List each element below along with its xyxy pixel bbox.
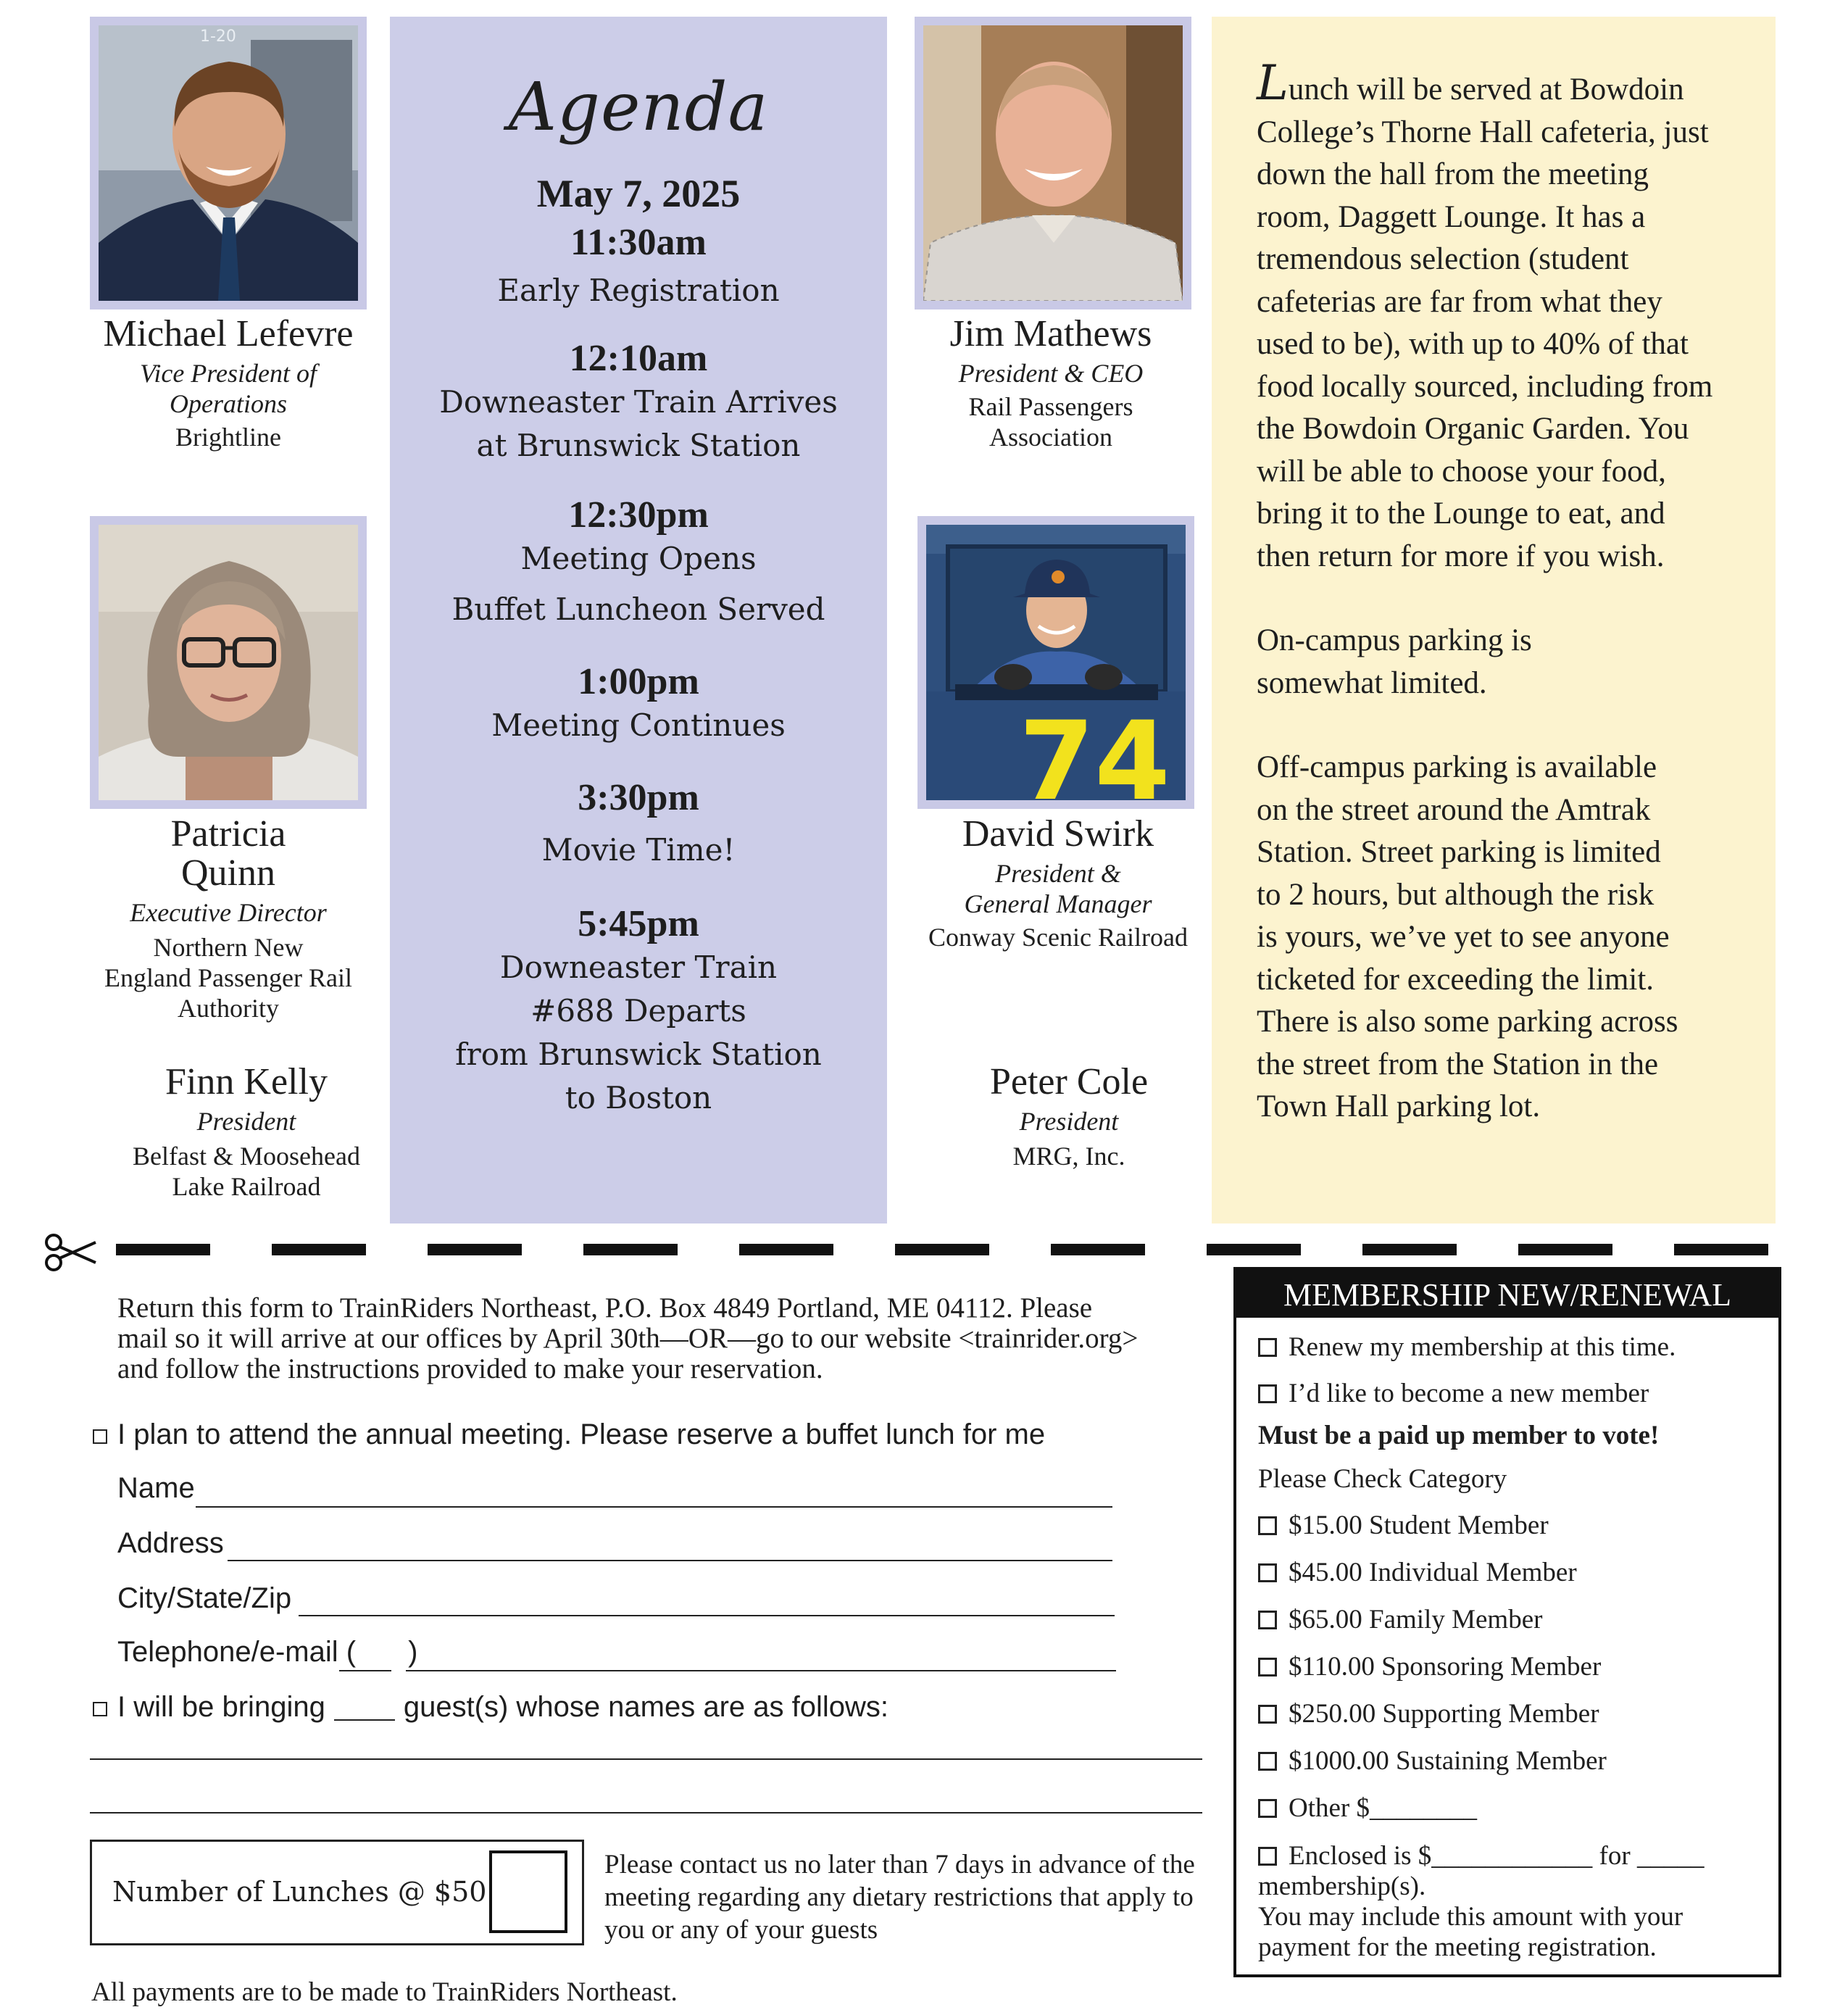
sponsoring-checkbox[interactable] bbox=[1258, 1658, 1277, 1677]
speaker-title: General Manager bbox=[964, 889, 1152, 918]
other-option[interactable] bbox=[1258, 1793, 1477, 1824]
guests-label-after: guest(s) whose names are as follows: bbox=[403, 1691, 889, 1723]
category-label: Please Check Category bbox=[1258, 1464, 1507, 1494]
area-code-line[interactable] bbox=[339, 1670, 391, 1671]
individual-option[interactable] bbox=[1258, 1558, 1577, 1588]
name-label: Name bbox=[117, 1472, 195, 1504]
speaker-org: Brightline bbox=[175, 423, 281, 452]
family-checkbox[interactable] bbox=[1258, 1611, 1277, 1629]
individual-checkbox[interactable] bbox=[1258, 1563, 1277, 1582]
speaker-title: Operations bbox=[170, 389, 287, 418]
speaker-name: Finn Kelly bbox=[165, 1061, 328, 1102]
lunch-line: tremendous selection (student bbox=[1257, 242, 1629, 276]
lunch-line: food locally sourced, including from bbox=[1257, 369, 1713, 404]
option-label: $250.00 Supporting Member bbox=[1289, 1699, 1599, 1729]
sponsoring-option[interactable] bbox=[1258, 1652, 1601, 1682]
address-field-line[interactable] bbox=[228, 1560, 1112, 1561]
drop-cap: L bbox=[1257, 55, 1289, 111]
form-instructions bbox=[117, 1293, 1204, 1384]
cut-dash bbox=[1362, 1244, 1457, 1255]
speaker-title: President bbox=[196, 1107, 296, 1136]
parking-line: somewhat limited. bbox=[1257, 665, 1487, 700]
agenda-desc: Movie Time! bbox=[541, 832, 736, 868]
city-label: City/State/Zip bbox=[117, 1582, 292, 1614]
guest-names-line-1[interactable] bbox=[90, 1758, 1202, 1760]
lunch-line: the Bowdoin Organic Garden. You bbox=[1257, 412, 1689, 446]
lunch-line: cafeterias are far from what they bbox=[1257, 284, 1662, 319]
agenda-desc: Meeting Opens bbox=[520, 541, 757, 576]
cut-dash bbox=[1207, 1244, 1301, 1255]
instruction-line: and follow the instructions provided to make your reservation. bbox=[117, 1353, 823, 1384]
lunch-line: then return for more if you wish. bbox=[1257, 539, 1665, 573]
lunches-label: Number of Lunches @ $50 bbox=[112, 1876, 487, 1908]
agenda-desc: at Brunswick Station bbox=[476, 428, 801, 463]
family-option[interactable] bbox=[1258, 1605, 1542, 1635]
phone-field-line[interactable] bbox=[406, 1670, 1116, 1671]
speaker-org: Northern New bbox=[153, 933, 304, 962]
speaker-title: Vice President of bbox=[140, 359, 317, 388]
lunch-line: bring it to the Lounge to eat, and bbox=[1257, 497, 1665, 531]
agenda-date: May 7, 2025 bbox=[536, 172, 741, 215]
student-option[interactable] bbox=[1258, 1511, 1549, 1541]
dietary-line: meeting regarding any dietary restrictions that apply to bbox=[604, 1882, 1194, 1912]
offcampus-line: There is also some parking across bbox=[1257, 1005, 1678, 1039]
membership-header: MEMBERSHIP NEW/RENEWAL bbox=[1236, 1270, 1778, 1318]
enclosed-checkbox[interactable] bbox=[1258, 1847, 1277, 1866]
instruction-line: Return this form to TrainRiders Northeast, P.O. Box 4849 Portland, ME 04112. Please bbox=[117, 1292, 1093, 1324]
speaker-name: Peter Cole bbox=[989, 1061, 1149, 1102]
enclosed-option[interactable] bbox=[1258, 1841, 1765, 1963]
speaker-peter-cole bbox=[924, 1063, 1214, 1171]
offcampus-line: to 2 hours, but although the risk bbox=[1257, 877, 1655, 912]
agenda-time: 12:30pm bbox=[568, 494, 709, 536]
offcampus-line: Town Hall parking lot. bbox=[1257, 1089, 1541, 1123]
agenda-time: 11:30am bbox=[570, 222, 707, 263]
offcampus-line: is yours, we’ve yet to see anyone bbox=[1257, 920, 1670, 954]
vote-notice: Must be a paid up member to vote! bbox=[1258, 1421, 1660, 1450]
student-checkbox[interactable] bbox=[1258, 1516, 1277, 1535]
attend-option[interactable] bbox=[93, 1419, 1045, 1450]
phone-label bbox=[117, 1637, 417, 1667]
parking-line: On-campus parking is bbox=[1257, 623, 1532, 657]
name-field-line[interactable] bbox=[196, 1506, 1112, 1508]
lunches-box bbox=[90, 1840, 584, 1945]
speaker-name: Patricia bbox=[170, 813, 286, 855]
parking-paragraph bbox=[1257, 620, 1732, 705]
lunch-line: unch will be served at Bowdoin bbox=[1288, 72, 1684, 107]
lunch-line: down the hall from the meeting bbox=[1257, 157, 1649, 191]
speaker-name: David Swirk bbox=[962, 813, 1154, 855]
other-checkbox[interactable] bbox=[1258, 1799, 1277, 1818]
agenda-panel bbox=[390, 17, 887, 1223]
photo-jim-mathews bbox=[915, 17, 1191, 309]
city-field-line[interactable] bbox=[299, 1615, 1115, 1616]
guest-names-line-2[interactable] bbox=[90, 1812, 1202, 1814]
agenda-time: 12:10am bbox=[569, 338, 708, 379]
lunch-line: College’s Thorne Hall cafeteria, just bbox=[1257, 115, 1709, 149]
sustaining-option[interactable] bbox=[1258, 1746, 1607, 1777]
guests-label-before: I will be bringing bbox=[117, 1691, 325, 1723]
dietary-note bbox=[604, 1848, 1213, 1946]
speaker-finn-kelly bbox=[109, 1063, 384, 1202]
speaker-patricia-quinn bbox=[87, 815, 370, 1023]
lunch-line: used to be), with up to 40% of that bbox=[1257, 327, 1689, 361]
sign-number-text: 1-20 bbox=[200, 28, 236, 46]
cut-dash bbox=[1674, 1244, 1768, 1255]
speaker-org: Belfast & Moosehead bbox=[133, 1142, 360, 1171]
offcampus-line: Off-campus parking is available bbox=[1257, 750, 1657, 784]
photo-david-swirk bbox=[917, 516, 1194, 809]
agenda-time: 1:00pm bbox=[578, 661, 699, 702]
enclosed-label: Enclosed is $____________ for _____ bbox=[1289, 1841, 1705, 1871]
speaker-david-swirk bbox=[899, 815, 1218, 952]
offcampus-line: ticketed for exceeding the limit. bbox=[1257, 962, 1655, 997]
agenda-desc: Early Registration bbox=[497, 273, 780, 308]
speaker-org: Authority bbox=[178, 994, 279, 1023]
option-label: $45.00 Individual Member bbox=[1289, 1558, 1577, 1587]
speaker-michael-lefevre bbox=[87, 315, 370, 452]
phone-label-text: Telephone/e-mail ( bbox=[117, 1636, 357, 1668]
cut-dash bbox=[1518, 1244, 1612, 1255]
supporting-checkbox[interactable] bbox=[1258, 1705, 1277, 1724]
option-label: $1000.00 Sustaining Member bbox=[1289, 1746, 1607, 1776]
guests-checkbox[interactable] bbox=[93, 1702, 107, 1716]
membership-note: payment for the meeting registration. bbox=[1258, 1932, 1657, 1962]
speaker-jim-mathews bbox=[906, 315, 1196, 452]
option-label: $15.00 Student Member bbox=[1289, 1511, 1549, 1540]
photo-patricia-quinn bbox=[90, 516, 367, 809]
speaker-name: Jim Mathews bbox=[949, 313, 1152, 354]
membership-note: You may include this amount with your bbox=[1258, 1902, 1683, 1932]
cut-dash bbox=[428, 1244, 522, 1255]
speaker-title: President & CEO bbox=[958, 359, 1144, 388]
agenda-desc: Meeting Continues bbox=[491, 707, 786, 743]
speaker-title: President bbox=[1019, 1107, 1119, 1136]
agenda-title: Agenda bbox=[508, 68, 769, 146]
renew-label: Renew my membership at this time. bbox=[1289, 1332, 1676, 1362]
lunch-paragraph bbox=[1257, 55, 1732, 578]
cut-dash bbox=[895, 1244, 989, 1255]
cut-dash bbox=[739, 1244, 833, 1255]
speaker-org: MRG, Inc. bbox=[1012, 1142, 1125, 1171]
speaker-org: Conway Scenic Railroad bbox=[928, 923, 1188, 952]
speaker-org: Rail Passengers bbox=[968, 392, 1133, 421]
offcampus-line: the street from the Station in the bbox=[1257, 1047, 1659, 1081]
agenda-desc: Downeaster Train Arrives bbox=[439, 384, 838, 420]
speaker-title: President & bbox=[995, 859, 1121, 888]
attend-label: I plan to attend the annual meeting. Please reserve a buffet lunch for me bbox=[117, 1418, 1046, 1450]
agenda-desc: Downeaster Train bbox=[499, 950, 778, 985]
renew-checkbox[interactable] bbox=[1258, 1338, 1277, 1357]
speaker-org: England Passenger Rail bbox=[104, 963, 352, 992]
guest-count-field[interactable] bbox=[334, 1698, 395, 1721]
option-label: $110.00 Sponsoring Member bbox=[1289, 1652, 1602, 1682]
dietary-line: Please contact us no later than 7 days in advance of the bbox=[604, 1850, 1195, 1879]
offcampus-line: on the street around the Amtrak bbox=[1257, 792, 1651, 827]
lunches-count-box[interactable] bbox=[489, 1850, 567, 1933]
new-member-label: I’d like to become a new member bbox=[1289, 1379, 1649, 1408]
dietary-line: you or any of your guests bbox=[604, 1915, 878, 1945]
locomotive-number-text: 74 bbox=[1019, 699, 1170, 800]
agenda-time: 5:45pm bbox=[578, 903, 699, 944]
renew-option[interactable] bbox=[1258, 1332, 1676, 1363]
instruction-line: mail so it will arrive at our offices by April 30th—OR—go to our website <trainrider.org> bbox=[117, 1323, 1139, 1354]
attend-checkbox[interactable] bbox=[93, 1429, 107, 1444]
supporting-option[interactable] bbox=[1258, 1699, 1599, 1729]
new-member-option[interactable] bbox=[1258, 1379, 1649, 1409]
sustaining-checkbox[interactable] bbox=[1258, 1752, 1277, 1771]
cut-dash bbox=[583, 1244, 678, 1255]
payments-note: All payments are to be made to TrainRiders Northeast. bbox=[91, 1977, 678, 2007]
lunch-info-panel bbox=[1212, 17, 1776, 1223]
agenda-desc: to Boston bbox=[565, 1080, 712, 1115]
cut-dash bbox=[116, 1244, 210, 1255]
agenda-desc: #688 Departs bbox=[530, 993, 746, 1029]
photo-michael-lefevre bbox=[90, 17, 367, 309]
other-label: Other $________ bbox=[1289, 1793, 1477, 1823]
cut-dash bbox=[272, 1244, 366, 1255]
address-label: Address bbox=[117, 1527, 224, 1559]
guests-option[interactable] bbox=[93, 1692, 888, 1722]
offcampus-line: Station. Street parking is limited bbox=[1257, 835, 1661, 869]
speaker-org: Lake Railroad bbox=[172, 1172, 321, 1201]
phone-close-paren: ) bbox=[408, 1636, 418, 1668]
new-member-checkbox[interactable] bbox=[1258, 1384, 1277, 1403]
offcampus-paragraph bbox=[1257, 747, 1732, 1129]
agenda-time: 3:30pm bbox=[578, 777, 699, 818]
enclosed-label-line2: membership(s). bbox=[1258, 1871, 1426, 1901]
agenda-desc: Buffet Luncheon Served bbox=[451, 591, 825, 627]
lunch-line: room, Daggett Lounge. It has a bbox=[1257, 199, 1646, 234]
speaker-name: Quinn bbox=[181, 852, 275, 894]
agenda-desc: from Brunswick Station bbox=[455, 1036, 822, 1072]
scissors-icon bbox=[43, 1232, 99, 1273]
lunch-line: will be able to choose your food, bbox=[1257, 454, 1666, 489]
option-label: $65.00 Family Member bbox=[1289, 1605, 1543, 1634]
speaker-name: Michael Lefevre bbox=[103, 313, 354, 354]
membership-box bbox=[1233, 1267, 1781, 1977]
speaker-title: Executive Director bbox=[130, 898, 327, 927]
speaker-org: Association bbox=[989, 423, 1112, 452]
cut-dash bbox=[1051, 1244, 1145, 1255]
